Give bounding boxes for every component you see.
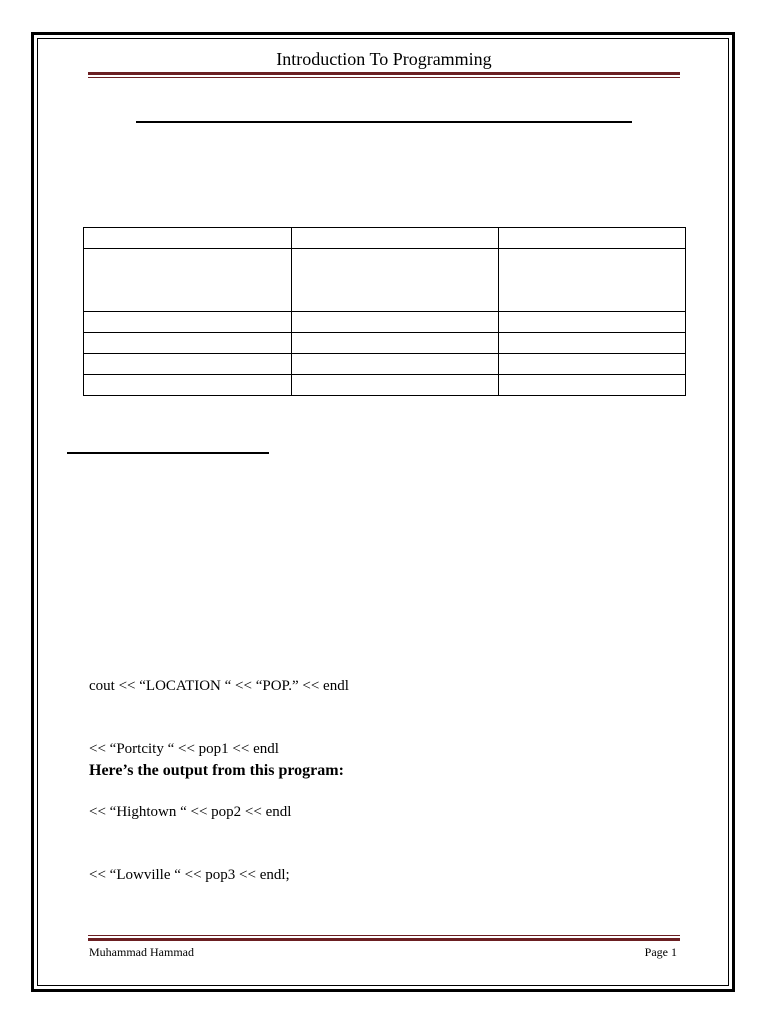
table-cell [84,249,292,312]
header-rule-thin [88,77,680,78]
table-cell [292,375,499,396]
footer-rule-thick [88,938,680,941]
data-table [83,227,686,396]
table-cell [292,333,499,354]
code-line: cout << “LOCATION “ << “POP.” << endl [89,678,349,694]
table-cell [499,354,686,375]
table-row [84,249,686,312]
table-cell [499,375,686,396]
footer-rule-thin [88,935,680,936]
table-cell [84,228,292,249]
table-cell [292,228,499,249]
table-cell [84,333,292,354]
header-rule-thick [88,72,680,75]
table-cell [292,312,499,333]
footer-page-number: Page 1 [644,945,677,959]
table-cell [84,312,292,333]
table-row [84,333,686,354]
table-cell [84,354,292,375]
blank-title-underline [136,121,632,123]
blank-section-underline [67,452,269,454]
table-cell [84,375,292,396]
table-cell [292,249,499,312]
table-cell [499,312,686,333]
table-cell [292,354,499,375]
output-heading: Here’s the output from this program: [89,762,344,779]
footer-author: Muhammad Hammad [89,945,194,959]
table-row [84,228,686,249]
header-title: Introduction To Programming [276,49,492,69]
table-cell [499,333,686,354]
table-row [84,312,686,333]
table-cell [499,228,686,249]
table-cell [499,249,686,312]
table-row [84,354,686,375]
code-line: << “Lowville “ << pop3 << endl; [89,867,290,883]
table-row [84,375,686,396]
code-line: << “Hightown “ << pop2 << endl [89,804,292,820]
code-line: << “Portcity “ << pop1 << endl [89,741,279,757]
